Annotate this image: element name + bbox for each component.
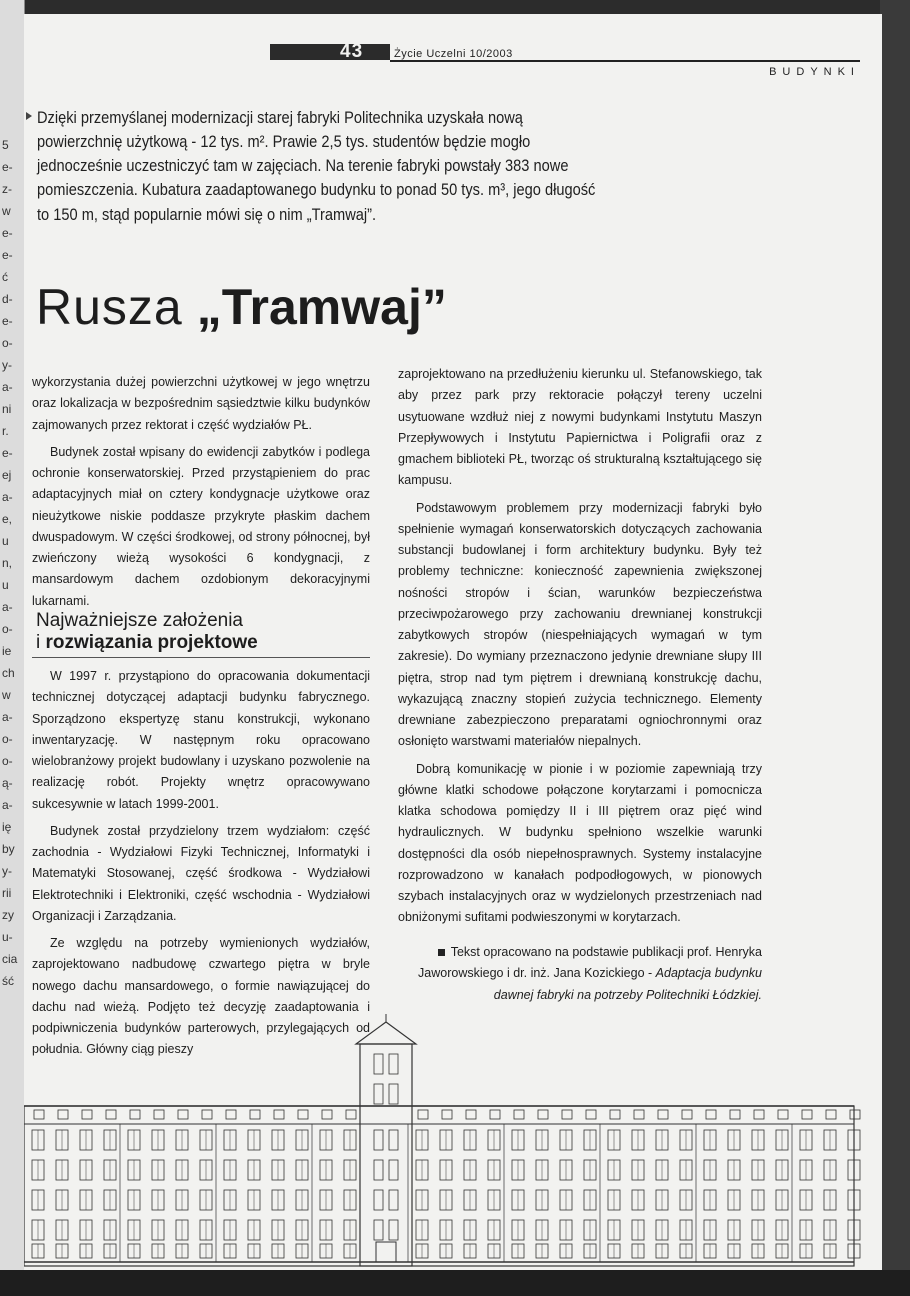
subheading-rule <box>32 657 370 658</box>
adjacent-page-fragment: e- <box>2 314 13 328</box>
roof-dormer <box>106 1110 116 1119</box>
tower-window <box>374 1084 383 1104</box>
building-elevation-drawing <box>24 1014 882 1270</box>
title-quoted: „Tramwaj” <box>196 279 447 335</box>
tower-window <box>389 1220 398 1240</box>
roof-dormer <box>346 1110 356 1119</box>
paragraph: Dobrą komunikację w pionie i w poziomie zapewniają trzy główne klatki schodowe połączone korytarzami i pomocnicza klatka schodowa pomiędzy II i III piętrem oraz pięć wind hydraulicznych. W budynku spełniono wszelkie warunki dostępności dla osób niepełnosprawnych. Systemy instalacyjne rozprowadzono w kanałach podpodłogowych, w pionowych szybach instalacyjnych oraz w wydzielonych przestrzeniach nad obniżonymi sufitami podwieszonymi w korytarzach. <box>398 761 762 925</box>
publication-title: Życie Uczelni 10/2003 <box>394 48 513 60</box>
adjacent-page-edge <box>0 0 25 1296</box>
roof-dormer <box>610 1110 620 1119</box>
left-column-bottom <box>32 666 370 1067</box>
adjacent-page-fragment: o- <box>2 336 13 350</box>
adjacent-page-fragment: a- <box>2 600 13 614</box>
credit-text: Tekst opracowano na podstawie publikacji prof. Henryka Jaworowskiego i dr. inż. Jana Kozickiego - <box>418 945 762 981</box>
subheading-prefix: i <box>36 632 41 654</box>
roof-dormer <box>634 1110 644 1119</box>
adjacent-page-fragment: o- <box>2 754 13 768</box>
adjacent-page-fragment: rii <box>2 886 12 900</box>
roof-dormer <box>826 1110 836 1119</box>
roof-dormer <box>202 1110 212 1119</box>
adjacent-page-fragment: ię <box>2 820 12 834</box>
article-title <box>36 279 447 335</box>
tower-window <box>389 1084 398 1104</box>
adjacent-page-fragment: e- <box>2 248 13 262</box>
paragraph: zaprojektowano na przedłużeniu kierunku ul. Stefanowskiego, tak aby przez park przy rektoracie połączył tereny uczelni usytuowane wzdłuż niej z nowymi budynkami Instytutu Maszyn Przepływowych i Instytutu Papiernictwa i Poligrafii oraz z gmachem biblioteki PŁ, tworząc oś strukturalną kształtującego się kampusu. <box>398 367 762 488</box>
lead-bullet-icon <box>26 112 32 120</box>
tower-window <box>389 1160 398 1180</box>
tower-outline <box>360 1044 412 1266</box>
paragraph: W 1997 r. przystąpiono do opracowania dokumentacji technicznej dotyczącej adaptacji budynku fabrycznego. Sporządzono ekspertyzę stanu konstrukcji, wykonano inwentaryzację. W następnym roku opracowano wielobranżowy projekt budowlany i uzyskano pozwolenie na realizację robót. Projekty wnętrz opracowywano sukcesywnie w latach 1999-2001. <box>32 669 370 811</box>
roof-dormer <box>130 1110 140 1119</box>
left-column-top <box>32 372 370 618</box>
roof-dormer <box>442 1110 452 1119</box>
square-bullet-icon <box>438 949 445 956</box>
adjacent-page-fragment: a- <box>2 380 13 394</box>
title-word: Rusza <box>36 279 183 335</box>
roof-dormer <box>562 1110 572 1119</box>
tower-window <box>374 1130 383 1150</box>
tower-window <box>389 1190 398 1210</box>
adjacent-page-fragment: a- <box>2 710 13 724</box>
adjacent-page-fragment: u <box>2 578 9 592</box>
adjacent-page-fragment: ć <box>2 270 8 284</box>
adjacent-page-fragment: e- <box>2 160 13 174</box>
adjacent-page-fragment: ie <box>2 644 12 658</box>
roof-dormer <box>34 1110 44 1119</box>
adjacent-page-fragment: ni <box>2 402 12 416</box>
adjacent-page-fragment: r. <box>2 424 9 438</box>
roof-dormer <box>730 1110 740 1119</box>
subheading <box>36 610 306 655</box>
adjacent-page-fragment: ą- <box>2 776 13 790</box>
tower-window <box>374 1220 383 1240</box>
adjacent-page-fragment: zy <box>2 908 14 922</box>
roof-dormer <box>490 1110 500 1119</box>
roof-dormer <box>466 1110 476 1119</box>
subheading-line1: Najważniejsze założenia <box>36 610 243 631</box>
paragraph: Budynek został przydzielony trzem wydziałom: część zachodnia - Wydziałowi Fizyki Technicznej, Informatyki i Matematyki Stosowanej, część środkowa - Wydziałowi Elektrotechniki i Elektroniki, część wschodnia - Wydziałowi Organizacji i Zarządzania. <box>32 823 370 923</box>
adjacent-page-fragment: w <box>2 204 11 218</box>
roof-dormer <box>178 1110 188 1119</box>
roof-dormer <box>250 1110 260 1119</box>
tower-window <box>374 1054 383 1074</box>
tower-window <box>374 1190 383 1210</box>
roof-dormer <box>658 1110 668 1119</box>
roof-dormer <box>778 1110 788 1119</box>
paragraph: wykorzystania dużej powierzchni użytkowej w jego wnętrzu oraz lokalizacja w bezpośrednim sąsiedztwie kilku budynków zajmowanych przez rektorat i część wydziałów PŁ. <box>32 375 370 432</box>
adjacent-page-fragment: n, <box>2 556 13 570</box>
roof-dormer <box>586 1110 596 1119</box>
roof-dormer <box>538 1110 548 1119</box>
adjacent-page-fragment: 5 <box>2 138 9 152</box>
page-number: 43 <box>340 41 364 62</box>
adjacent-page-fragment: o- <box>2 732 13 746</box>
adjacent-page-fragment: u- <box>2 930 13 944</box>
adjacent-page-fragment: ść <box>2 974 14 988</box>
roof-dormer <box>322 1110 332 1119</box>
adjacent-page-fragment: e, <box>2 512 13 526</box>
paragraph: Budynek został wpisany do ewidencji zabytków i podlega ochronie konserwatorskiej. Przed przystąpieniem do prac adaptacyjnych miał on cztery kondygnacje użytkowe oraz nieużytkowe niskie poddasze przykryte płaskim dachem dwuspadowym. W części środkowej, od strony północnej, był zwieńczony wieżą wysokości 6 kondygnacji, z mansardowym dachem ozdobionym dekoracyjnymi lukarnami. <box>32 444 370 608</box>
adjacent-page-fragment: o- <box>2 622 13 636</box>
scan-background <box>880 0 910 1296</box>
tower-window <box>389 1130 398 1150</box>
adjacent-page-fragment: by <box>2 842 15 856</box>
section-label: BUDYNKI <box>769 66 860 78</box>
adjacent-page-fragment: a- <box>2 490 13 504</box>
right-column <box>398 364 762 935</box>
tower-window <box>389 1054 398 1074</box>
source-credit <box>398 942 762 1006</box>
adjacent-page-fragment: z- <box>2 182 12 196</box>
roof-dormer <box>706 1110 716 1119</box>
header-rule <box>390 60 860 62</box>
header-bar <box>270 44 390 60</box>
paragraph: Ze względu na potrzeby wymienionych wydziałów, zaprojektowano nadbudowę czwartego piętra w bryle nowego dachu mansardowego, o formie nawiązującej do dachu nad wieżą. Podjęto też decyzję zaadaptowania i podpiwniczenia budynków parterowych, przylegających od południa. Główny ciąg pieszy <box>32 936 370 1057</box>
scan-background-bottom <box>0 1270 910 1296</box>
tower-window <box>374 1160 383 1180</box>
credit-title: Adaptacja budynku dawnej fabryki na potrzeby Politechniki Łódzkiej. <box>493 966 762 1002</box>
roof-dormer <box>418 1110 428 1119</box>
roof-dormer <box>754 1110 764 1119</box>
lead-paragraph: Dzięki przemyślanej modernizacji starej fabryki Politechnika uzyskała nową powierzchnię użytkową - 12 tys. m². Prawie 2,5 tys. studentów będzie mogło jednocześnie uczestniczyć tam w zajęciach. Na terenie fabryki powstały 383 nowe pomieszczenia. Kubatura zaadaptowanego budynku to ponad 50 tys. m³, jego długość to 150 m, stąd popularnie mówi się o nim „Tramwaj”. <box>37 108 596 224</box>
roof-dormer <box>154 1110 164 1119</box>
roof-dormer <box>298 1110 308 1119</box>
tower-door <box>376 1242 396 1262</box>
magazine-page <box>24 14 882 1270</box>
subheading-bold: rozwiązania projektowe <box>45 632 258 654</box>
roof-dormer <box>82 1110 92 1119</box>
adjacent-page-fragment: w <box>2 688 11 702</box>
adjacent-page-fragment: ch <box>2 666 15 680</box>
roof-dormer <box>802 1110 812 1119</box>
roof-dormer <box>682 1110 692 1119</box>
adjacent-page-fragment: ej <box>2 468 12 482</box>
roof-dormer <box>58 1110 68 1119</box>
roof-dormer <box>226 1110 236 1119</box>
adjacent-page-fragment: e- <box>2 226 13 240</box>
adjacent-page-fragment: e- <box>2 446 13 460</box>
adjacent-page-fragment: y- <box>2 358 12 372</box>
paragraph: Podstawowym problemem przy modernizacji fabryki było spełnienie wymagań konserwatorskich dotyczących zachowania substancji budowlanej i form architektury budynku. Były też problemy techniczne: konieczność zapewnienia zwiększonej nośności stropów i ścian, warunków bezpieczeństwa przeciwpożarowego przy zachowaniu drewnianej konstrukcji zabytkowych stropów (niespełniających wymagań w tym zakresie). Do wymiany przeznaczono jedynie drewniane słupy III piętra, strop nad tym piętrem i drewnianą konstrukcję dachu, wykazującą znaczny stopień zużycia technicznego. Elementy drewniane zabezpieczono preparatami ogniochronnymi oraz osłonięto warstwami materiałów niepalnych. <box>398 500 762 749</box>
adjacent-page-fragment: cia <box>2 952 18 966</box>
adjacent-page-fragment: u <box>2 534 9 548</box>
roof-dormer <box>850 1110 860 1119</box>
roof-dormer <box>514 1110 524 1119</box>
adjacent-page-fragment: d- <box>2 292 13 306</box>
roof-dormer <box>274 1110 284 1119</box>
adjacent-page-fragment: y- <box>2 864 12 878</box>
tower-roof <box>356 1022 416 1044</box>
adjacent-page-fragment: a- <box>2 798 13 812</box>
